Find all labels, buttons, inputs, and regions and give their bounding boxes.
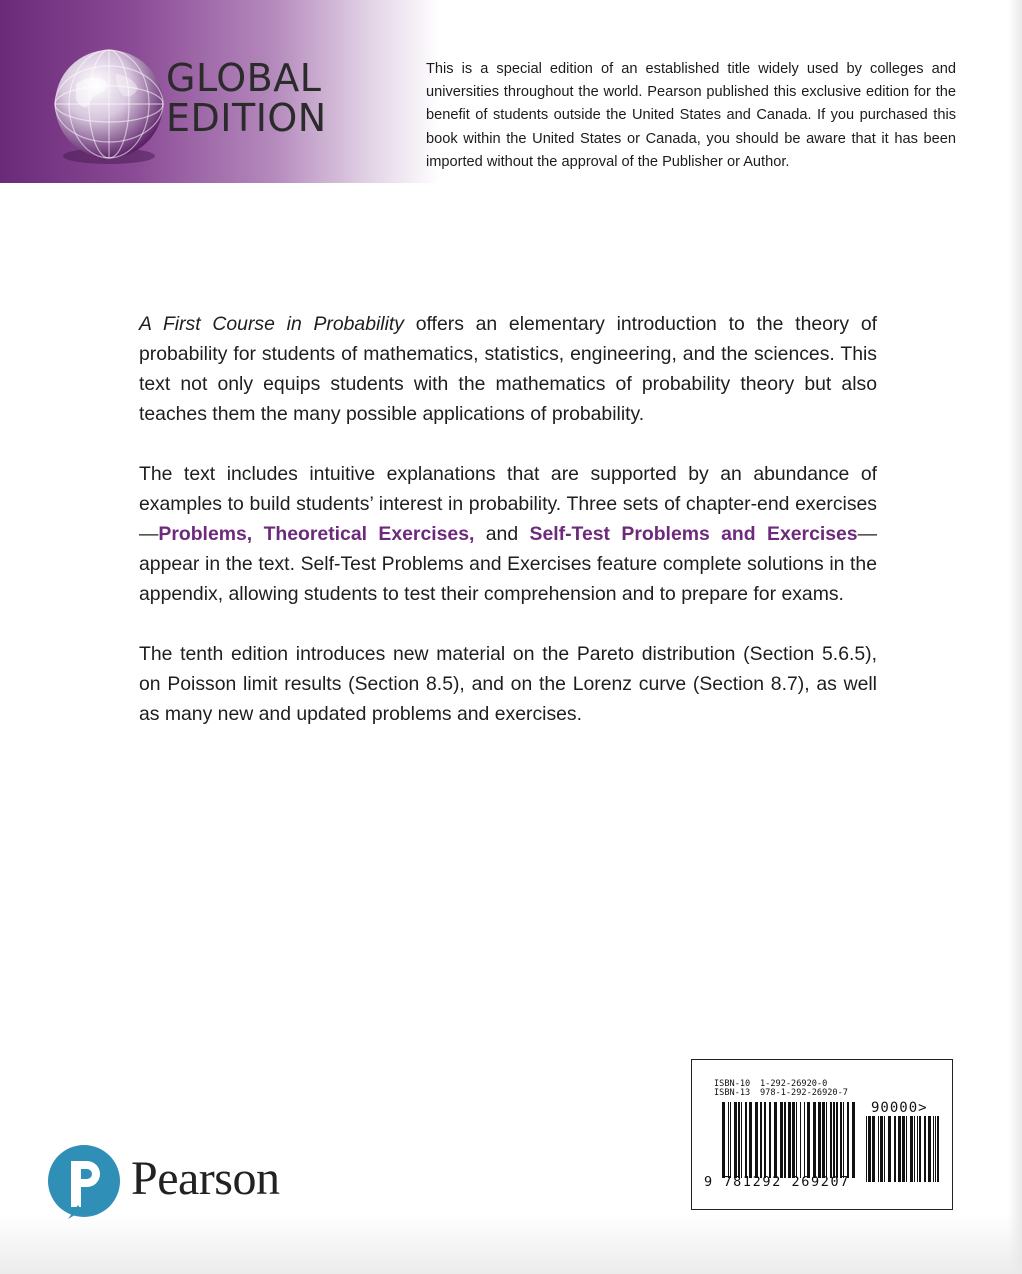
barcode-bar: [898, 1116, 901, 1182]
barcode-bar: [796, 1102, 797, 1178]
barcode-bar: [866, 1116, 867, 1182]
barcode-bar: [843, 1102, 844, 1178]
description-paragraph-1: [139, 309, 877, 429]
barcode-bar: [784, 1102, 786, 1178]
barcode-bar: [937, 1116, 939, 1182]
barcode-bar: [906, 1116, 907, 1182]
barcode-bar: [826, 1102, 827, 1178]
barcode-bar: [924, 1116, 926, 1182]
edition-title-line2: EDITION: [166, 96, 327, 140]
barcode-bar: [774, 1102, 777, 1178]
barcode-bar: [830, 1102, 832, 1178]
pearson-p-logo-icon: [48, 1145, 120, 1223]
barcode-bar: [880, 1116, 883, 1182]
barcode-bar: [868, 1116, 871, 1182]
barcode-bar: [730, 1102, 731, 1178]
barcode-bar: [933, 1116, 934, 1182]
barcode-bar: [852, 1102, 855, 1178]
barcode-bar: [813, 1102, 816, 1178]
barcode-bar: [910, 1116, 913, 1182]
barcode-bar: [818, 1102, 821, 1178]
barcode-bar: [780, 1102, 783, 1178]
edition-title: [166, 58, 327, 138]
barcode-bar: [788, 1102, 791, 1178]
isbn10-value: 1-292-26920-0: [760, 1079, 828, 1089]
isbn10-label: ISBN-10: [714, 1079, 751, 1089]
barcode-bar: [755, 1102, 758, 1178]
global-edition-notice: This is a special edition of an established title widely used by colleges and universities throughout the world. Pearson published this exclusive edition for the benefit of students outside the United States and Canada. If you purchased this book within the United States or Canada, you should be aware that it has been imported without the approval of the Publisher or Author.: [426, 61, 956, 170]
barcode-bar: [749, 1102, 752, 1178]
barcode-bar: [878, 1116, 879, 1182]
barcode-bar: [734, 1102, 737, 1178]
paragraph-2-text-b: [252, 523, 263, 545]
barcode-bar: [919, 1116, 921, 1182]
barcode-bar: [807, 1102, 810, 1178]
publisher-name: Pearson: [131, 1152, 280, 1205]
barcode-bar: [741, 1102, 742, 1178]
globe-icon: [46, 44, 172, 170]
barcode-bar: [935, 1116, 936, 1182]
paragraph-2-text-d: —appear in the text. Self-Test Problems and Exercises feature complete solutions in the appendix, allowing students to test their comprehension and to prepare for exams.: [139, 523, 877, 605]
barcode-bar: [728, 1102, 729, 1178]
barcode-bar: [764, 1102, 766, 1178]
barcode-digits: 9 781292 269207: [704, 1174, 850, 1190]
barcode-bar: [745, 1102, 747, 1178]
barcode-bar: [804, 1102, 805, 1178]
barcode-bar: [884, 1116, 885, 1182]
page-bottom-shading: [0, 1214, 1022, 1274]
paragraph-1-text: offers an elementary introduction to the theory of probability for students of mathematics, statistics, engineering, and the sciences. This text not only equips students with the mathematics of probability theory but also teaches them the many possible applications of probability.: [139, 313, 877, 425]
barcode-bar: [792, 1102, 795, 1178]
highlight-self-test: Self-Test Problems and Exercises: [529, 523, 858, 545]
barcode-bar: [738, 1102, 740, 1178]
barcode-bar: [722, 1102, 725, 1178]
edition-title-line1: GLOBAL: [166, 56, 322, 100]
barcode-bar: [928, 1116, 931, 1182]
barcode-bar: [917, 1116, 918, 1182]
barcode-bar: [833, 1102, 835, 1178]
barcode-bar: [836, 1102, 838, 1178]
barcode-bar: [760, 1102, 762, 1178]
global-edition-banner: [0, 0, 440, 183]
highlight-problems: Problems,: [158, 523, 253, 545]
description-paragraph-3: The tenth edition introduces new material on the Pareto distribution (Section 5.6.5), on Poisson limit results (Section 8.5), and on the Lorenz curve (Section 8.7), as well as many new and updated problems and exercises.: [139, 643, 877, 725]
highlight-theoretical-exercises: Theoretical Exercises,: [263, 523, 475, 545]
barcode-bar: [902, 1116, 905, 1182]
isbn13-value: 978-1-292-26920-7: [760, 1088, 848, 1098]
barcode-bar: [894, 1116, 896, 1182]
book-description: [139, 309, 877, 759]
barcode-bar: [914, 1116, 915, 1182]
isbn-barcode: [691, 1059, 953, 1210]
description-paragraph-2: [139, 459, 877, 609]
barcode-bar: [847, 1102, 849, 1178]
barcode-bar: [872, 1116, 875, 1182]
barcode-bar: [888, 1116, 891, 1182]
paragraph-2-text-c: and: [474, 523, 530, 545]
barcode-bar: [769, 1102, 771, 1178]
isbn13-label: ISBN-13: [714, 1088, 751, 1098]
barcode-bar: [840, 1102, 842, 1178]
price-code: 90000>: [871, 1100, 928, 1116]
page-right-edge: [1008, 0, 1022, 1274]
barcode-bar: [822, 1102, 825, 1178]
paragraph-2-text-a: The text includes intuitive explanations that are supported by an abundance of examples to build students’ interest in probability. Three sets of chapter-end exercises—: [139, 463, 877, 545]
barcode-bar: [800, 1102, 801, 1178]
book-title: A First Course in Probability: [139, 313, 404, 335]
